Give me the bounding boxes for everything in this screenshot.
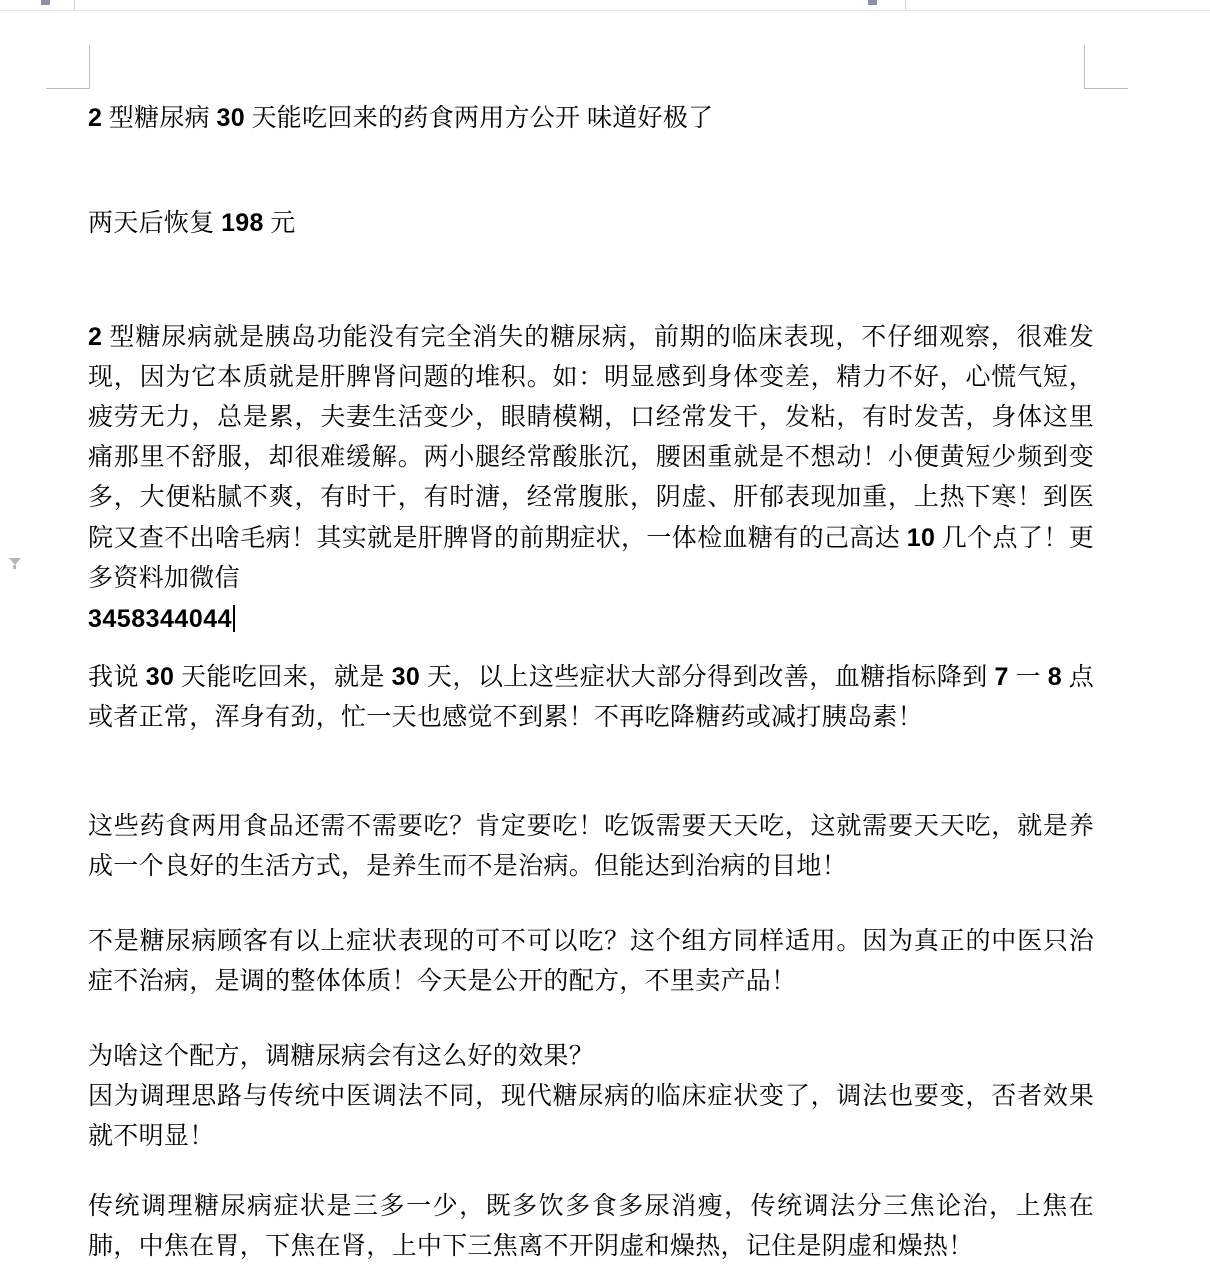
price-line — [88, 203, 1098, 244]
document-title — [88, 98, 1098, 139]
collapse-marker-icon[interactable] — [9, 558, 21, 565]
document-title-text: 2 型糖尿病 30 天能吃回来的药食两用方公开 味道好极了 — [88, 104, 714, 132]
margin-crop-mark-top-right — [1084, 45, 1128, 89]
paragraph-why-answer: 因为调理思路与传统中医调法不同，现代糖尿病的临床症状变了，调法也要变，否者效果就不明显！ — [88, 1083, 1094, 1150]
paragraph-daily-food — [88, 807, 1094, 887]
wechat-number: 3458344044 — [88, 605, 233, 633]
document-page[interactable] — [0, 12, 1210, 1282]
right-indent-marker[interactable] — [868, 0, 877, 5]
text-cursor — [233, 605, 235, 632]
paragraph-traditional-text: 传统调理糖尿病症状是三多一少，既多饮多食多尿消瘦，传统调法分三焦论治，上焦在肺，中焦在胃，下焦在肾，上中下三焦离不开阴虚和燥热，记住是阴虚和燥热！ — [88, 1193, 1094, 1260]
left-indent-marker[interactable] — [41, 0, 50, 5]
price-line-text: 两天后恢复 198 元 — [88, 209, 296, 237]
paragraph-intro — [88, 317, 1094, 640]
ruler-bar[interactable] — [0, 0, 1210, 11]
paragraph-why-question: 为啥这个配方，调糖尿病会有这么好的效果？ — [88, 1043, 595, 1070]
paragraph-non-diabetic-text: 不是糖尿病顾客有以上症状表现的可不可以吃？这个组方同样适用。因为真正的中医只治症不治病，是调的整体体质！今天是公开的配方，不里卖产品！ — [88, 928, 1094, 995]
paragraph-intro-text: 2 型糖尿病就是胰岛功能没有完全消失的糖尿病，前期的临床表现，不仔细观察，很难发现，因为它本质就是肝脾肾问题的堆积。如：明显感到身体变差，精力不好，心慌气短，疲劳无力，总是累，夫妻生活变少，眼睛模糊，口经常发干，发粘，有时发苦，身体这里痛那里不舒服，却很难缓解。两小腿经常酸胀沉，腰困重就是不想动！小便黄短少频到变多，大便粘腻不爽，有时干，有时溏，经常腹胀，阴虚、肝郁表现加重，上热下寒！到医院又查不出啥毛病！其实就是肝脾肾的前期症状，一体检血糖有的己高达 10 几个点了！更多资料加微信 — [88, 323, 1094, 592]
paragraph-thirty-days-text: 我说 30 天能吃回来，就是 30 天，以上这些症状大部分得到改善，血糖指标降到 7 一 8 点或者正常，浑身有劲，忙一天也感觉不到累！不再吃降糖药或减打胰岛素！ — [88, 663, 1095, 731]
ruler-tick — [905, 0, 906, 10]
paragraph-non-diabetic — [88, 922, 1094, 1002]
paragraph-traditional — [88, 1187, 1094, 1267]
margin-crop-mark-top-left — [46, 45, 90, 89]
paragraph-thirty-days — [88, 657, 1094, 738]
collapse-marker-stem — [13, 565, 16, 569]
paragraph-daily-food-text: 这些药食两用食品还需不需要吃？肯定要吃！吃饭需要天天吃，这就需要天天吃，就是养成一个良好的生活方式，是养生而不是治病。但能达到治病的目地！ — [88, 813, 1094, 880]
paragraph-why — [88, 1037, 1094, 1157]
ruler-tick — [74, 0, 75, 10]
